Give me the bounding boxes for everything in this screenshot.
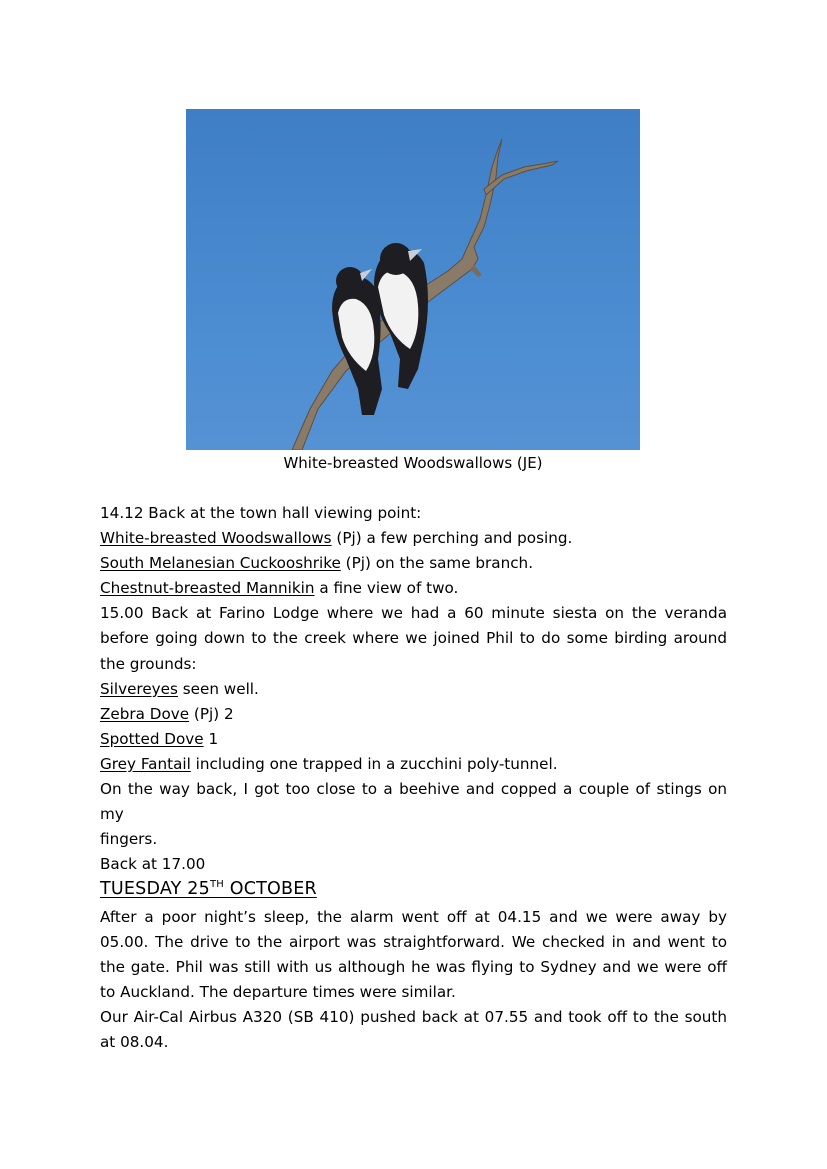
line-text: Our Air-Cal Airbus A320 (SB 410) pushed back at 07.55 and took off to the south (100, 1008, 727, 1027)
line-text: On the way back, I got too close to a beehive and copped a couple of stings on my (100, 780, 727, 824)
line-text: the grounds: (100, 654, 197, 673)
line-text: 05.00. The drive to the airport was straightforward. We checked in and went to (100, 933, 727, 952)
text-line (100, 752, 727, 777)
line-text: 15.00 Back at Farino Lodge where we had a 60 minute siesta on the veranda (100, 604, 727, 623)
line-text: the gate. Phil was still with us although he was flying to Sydney and we were off (100, 958, 727, 977)
text-line (100, 980, 727, 1005)
line-text: fingers. (100, 830, 158, 849)
species-name: South Melanesian Cuckooshrike (100, 554, 341, 573)
woodswallow-photo (186, 109, 640, 450)
line-text: before going down to the creek where we joined Phil to do some birding around (100, 629, 727, 648)
text-line (100, 576, 727, 601)
day-heading-text (100, 879, 317, 899)
heading-ordinal: TH (209, 879, 224, 890)
heading-month: OCTOBER (224, 879, 317, 899)
figure-caption: White-breasted Woodswallows (JE) (283, 454, 543, 472)
text-line (100, 601, 727, 626)
line-text: (Pj) a few perching and posing. (331, 529, 573, 548)
line-text: 14.12 Back at the town hall viewing point: (100, 504, 422, 522)
text-line (100, 677, 727, 702)
line-text: a fine view of two. (314, 579, 459, 598)
text-line (100, 930, 727, 955)
species-name: Zebra Dove (100, 704, 190, 723)
species-name: Spotted Dove (100, 729, 204, 748)
text-line (100, 777, 727, 827)
species-name: White-breasted Woodswallows (100, 529, 332, 548)
text-line (100, 626, 727, 651)
species-name: Grey Fantail (100, 754, 191, 773)
line-text: Back at 17.00 (100, 855, 206, 874)
text-line (100, 1030, 727, 1055)
line-text: 1 (203, 729, 219, 748)
text-line (100, 827, 727, 852)
heading-date: TUESDAY 25 (100, 879, 210, 899)
species-name: Silvereyes (100, 679, 178, 698)
line-text: at 08.04. (100, 1033, 169, 1052)
line-text: After a poor night’s sleep, the alarm went off at 04.15 and we were away by (100, 908, 727, 926)
line-text: (Pj) 2 (189, 704, 234, 723)
text-line (100, 905, 727, 930)
text-line (100, 526, 727, 551)
day-log (100, 501, 727, 877)
text-line (100, 551, 727, 576)
text-line (100, 652, 727, 677)
line-text: to Auckland. The departure times were similar. (100, 983, 456, 1002)
line-text: (Pj) on the same branch. (340, 554, 534, 573)
text-line (100, 501, 727, 526)
species-name: Chestnut-breasted Mannikin (100, 579, 315, 598)
text-line (100, 955, 727, 980)
text-line (100, 1005, 727, 1030)
text-line (100, 852, 727, 877)
day-heading (100, 876, 317, 902)
bird-photo-illustration (186, 109, 640, 450)
line-text: including one trapped in a zucchini poly-tunnel. (190, 754, 558, 773)
text-line (100, 702, 727, 727)
day-log-2 (100, 905, 727, 1056)
line-text: seen well. (177, 679, 259, 698)
text-line (100, 727, 727, 752)
